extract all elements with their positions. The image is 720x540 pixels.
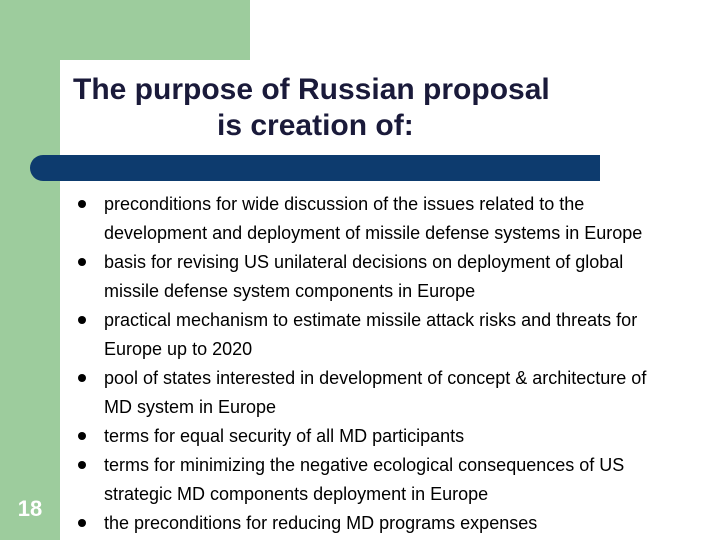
slide-number: 18 xyxy=(17,496,43,521)
bullet-text-line-2: development and deployment of missile defense systems in Europe xyxy=(104,223,643,243)
slide-title-line-1: The purpose of Russian proposal xyxy=(73,73,550,106)
bullet-text-line-1: preconditions for wide discussion of the issues related to the xyxy=(104,194,585,214)
title-underline-bar xyxy=(30,155,600,181)
bullet-text-line-2: strategic MD components deployment in Europe xyxy=(104,484,489,504)
bullet-item xyxy=(78,422,718,451)
bullet-dot-icon xyxy=(78,200,86,208)
bullet-dot-icon xyxy=(78,519,86,527)
bullet-list xyxy=(78,190,718,538)
bullet-text-line-1: pool of states interested in development of concept & architecture of xyxy=(104,368,647,388)
bullet-item xyxy=(78,451,718,509)
bullet-text-line-1: basis for revising US unilateral decisions on deployment of global xyxy=(104,252,624,272)
bullet-text-line-2: missile defense system components in Europe xyxy=(104,281,476,301)
bullet-dot-icon xyxy=(78,258,86,266)
bullet-dot-icon xyxy=(78,374,86,382)
bullet-item xyxy=(78,509,718,538)
bullet-text-line-2: MD system in Europe xyxy=(104,397,277,417)
bullet-item xyxy=(78,248,718,306)
bullet-item xyxy=(78,364,718,422)
bullet-dot-icon xyxy=(78,461,86,469)
slide-title xyxy=(60,72,660,144)
bullet-text-line-1: terms for minimizing the negative ecological consequences of US xyxy=(104,455,625,475)
bullet-dot-icon xyxy=(78,316,86,324)
bullet-item xyxy=(78,306,718,364)
bullet-text-line-1: terms for equal security of all MD participants xyxy=(104,426,465,446)
bullet-text-line-1: the preconditions for reducing MD programs expenses xyxy=(104,513,538,533)
bullet-text-line-1: practical mechanism to estimate missile attack risks and threats for xyxy=(104,310,638,330)
bullet-item xyxy=(78,190,718,248)
title-area xyxy=(60,60,660,156)
slide-title-line-2: is creation of: xyxy=(217,109,414,142)
bullet-text-line-2: Europe up to 2020 xyxy=(104,339,253,359)
bullet-dot-icon xyxy=(78,432,86,440)
